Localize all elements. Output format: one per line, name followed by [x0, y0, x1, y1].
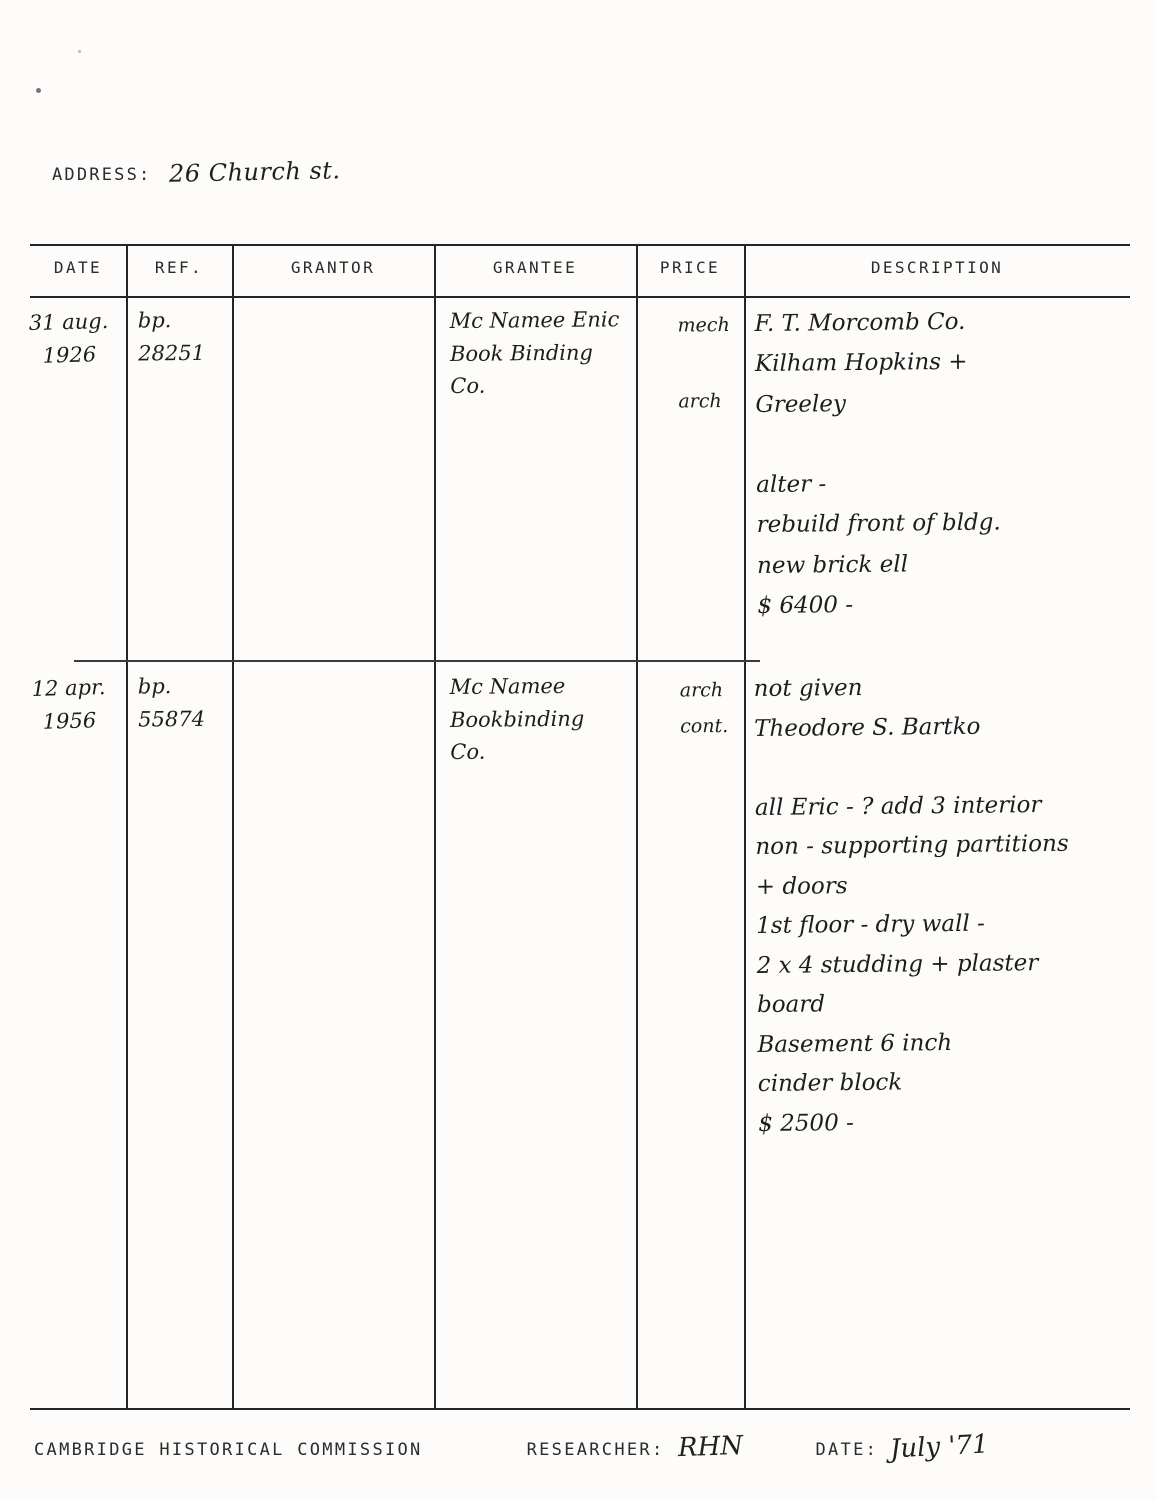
table-header-border — [30, 296, 1130, 298]
address-row — [52, 158, 341, 186]
column-header-description: DESCRIPTION — [870, 258, 1004, 277]
column-divider-grantee — [636, 244, 638, 1408]
table-row: not given Theodore S. Bartko all Eric - ? add 3 interior non - supporting partitions + doors 1st floor - dry wall - 2 x 4 studding + plaster board Basement 6 inch cinder block $ 2500 - — [753, 674, 1069, 1138]
scan-speck-secondary-icon — [78, 50, 81, 53]
table-row: arch cont. — [679, 679, 729, 738]
table-row: Mc Namee Bookbinding Co. — [449, 673, 585, 765]
records-table — [30, 244, 1130, 1410]
table-row: 12 apr. 1956 — [31, 675, 106, 734]
footer — [34, 1429, 1124, 1465]
researcher-value: RHN — [677, 1430, 744, 1464]
table-row: mech arch — [677, 314, 730, 413]
table-bottom-border — [30, 1408, 1130, 1410]
column-header-ref: REF. — [154, 258, 204, 277]
date-value: July '71 — [889, 1429, 990, 1465]
column-divider-date — [126, 244, 128, 1408]
table-row: F. T. Morcomb Co. Kilham Hopkins + Greeley alter - rebuild front of bldg. new brick ell $ 6400 - — [754, 308, 1001, 619]
table-top-border — [30, 244, 1130, 246]
date-label: DATE: — [815, 1440, 879, 1460]
table-row: bp. 55874 — [137, 674, 206, 732]
table-row: Mc Namee Enic Book Binding Co. — [449, 307, 620, 399]
organization-name: CAMBRIDGE HISTORICAL COMMISSION — [34, 1440, 423, 1460]
column-divider-grantor — [434, 244, 436, 1408]
column-header-date: DATE — [53, 258, 103, 277]
table-row: 31 aug. 1926 — [28, 308, 109, 368]
table-row: bp. 28251 — [137, 308, 206, 366]
address-label: ADDRESS: — [52, 165, 152, 185]
researcher-label: RESEARCHER: — [526, 1440, 665, 1460]
column-header-price: PRICE — [659, 258, 721, 277]
address-value: 26 Church st. — [169, 156, 342, 188]
column-header-grantor: GRANTOR — [290, 258, 376, 277]
scan-speck-icon — [36, 88, 41, 93]
row-separator — [74, 660, 760, 662]
column-header-grantee: GRANTEE — [492, 258, 578, 277]
column-divider-ref — [232, 244, 234, 1408]
